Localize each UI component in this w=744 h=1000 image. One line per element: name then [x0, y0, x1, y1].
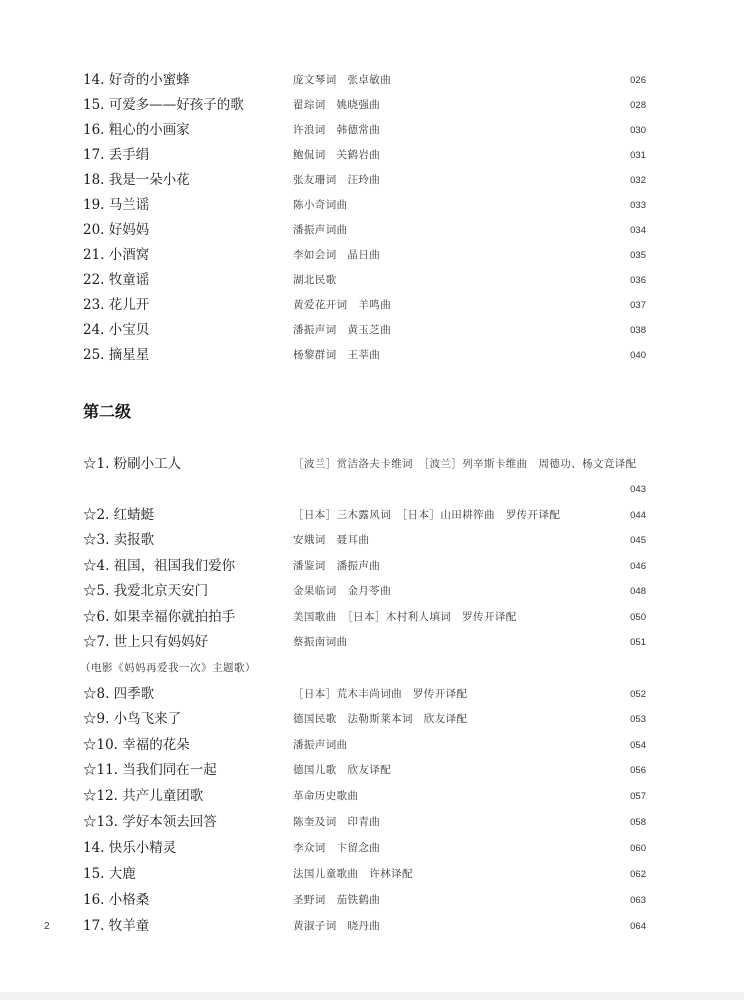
page-number: 056 — [630, 765, 646, 776]
song-title: 16. 粗心的小画家 — [83, 122, 190, 138]
song-credit: 金果临词 金月苓曲 — [293, 585, 392, 597]
song-title: 22. 牧童谣 — [83, 272, 150, 288]
page-number: 026 — [630, 75, 646, 86]
song-title: ☆10. 幸福的花朵 — [83, 737, 190, 753]
toc-entry[interactable] — [0, 607, 744, 627]
page-number: 063 — [630, 895, 646, 906]
song-title: 16. 小格桑 — [83, 892, 150, 908]
song-title: 15. 可爱多——好孩子的歌 — [83, 97, 244, 113]
toc-entry[interactable] — [0, 709, 744, 729]
song-title: ☆3. 卖报歌 — [83, 532, 155, 548]
toc-entry[interactable] — [0, 760, 744, 780]
toc-entry[interactable] — [0, 786, 744, 806]
page-number: 051 — [630, 637, 646, 648]
song-credit: 庞文琴词 张卓敏曲 — [293, 74, 392, 86]
song-title: 19. 马兰谣 — [83, 197, 150, 213]
page-number: 057 — [630, 791, 646, 802]
song-title: 15. 大鹿 — [83, 866, 136, 882]
page-bottom-edge — [0, 992, 744, 1000]
toc-entry[interactable] — [0, 120, 744, 140]
song-credit: 潘鉴词 潘振声曲 — [293, 560, 381, 572]
toc-entry[interactable] — [0, 735, 744, 755]
song-title: ☆5. 我爱北京天安门 — [83, 583, 209, 599]
page-number: 044 — [630, 510, 646, 521]
song-credit: 杨黎群词 王莘曲 — [293, 349, 381, 361]
toc-entry[interactable] — [0, 581, 744, 601]
page-number: 032 — [630, 175, 646, 186]
page-number: 028 — [630, 100, 646, 111]
song-title: ☆11. 当我们同在一起 — [83, 762, 217, 778]
song-credit: 许浪词 韩德常曲 — [293, 124, 381, 136]
page-number: 031 — [630, 150, 646, 161]
song-credit: ［日本］荒木丰尚词曲 罗传开译配 — [293, 688, 468, 700]
toc-entry[interactable] — [0, 270, 744, 290]
song-title: ☆13. 学好本领去回答 — [83, 814, 217, 830]
toc-entry[interactable] — [0, 95, 744, 115]
toc-entry[interactable] — [0, 145, 744, 165]
song-title: 25. 摘星星 — [83, 347, 150, 363]
song-credit: 潘振声词曲 — [293, 224, 348, 236]
toc-entry[interactable] — [0, 220, 744, 240]
section-heading: 第二级 — [83, 402, 132, 421]
toc-entry[interactable] — [0, 245, 744, 265]
page-number: 050 — [630, 612, 646, 623]
page-number: 034 — [630, 225, 646, 236]
song-credit: 黄爱花开词 羊鸣曲 — [293, 299, 392, 311]
page-number: 062 — [630, 869, 646, 880]
song-title: 20. 好妈妈 — [83, 222, 150, 238]
song-title: 17. 丢手绢 — [83, 147, 150, 163]
toc-entry[interactable] — [0, 295, 744, 315]
song-title: 14. 快乐小精灵 — [83, 840, 177, 856]
toc-entry[interactable] — [0, 170, 744, 190]
page-number: 064 — [630, 921, 646, 932]
song-credit: ［日本］三木露风词 ［日本］山田耕筰曲 罗传开译配 — [293, 509, 561, 521]
song-credit: 美国歌曲 ［日本］木村利人填词 罗传开译配 — [293, 611, 517, 623]
song-credit: 鲍侃词 关鹤岩曲 — [293, 149, 381, 161]
page-number: 037 — [630, 300, 646, 311]
song-credit: 翟琮词 姚晓强曲 — [293, 99, 381, 111]
song-credit: 革命历史歌曲 — [293, 790, 359, 802]
page-number: 043 — [630, 484, 646, 495]
toc-entry[interactable] — [0, 320, 744, 340]
song-credit: 安娥词 聂耳曲 — [293, 534, 370, 546]
song-credit: 圣野词 茄铁鹤曲 — [293, 894, 381, 906]
page-folio: 2 — [44, 921, 50, 932]
song-credit: 张友珊词 汪玲曲 — [293, 174, 381, 186]
song-credit: 法国儿童歌曲 许林译配 — [293, 868, 413, 880]
toc-entry[interactable] — [0, 70, 744, 90]
page-number: 040 — [630, 350, 646, 361]
song-title: ☆1. 粉刷小工人 — [83, 456, 182, 472]
page-number: 048 — [630, 586, 646, 597]
page-number: 053 — [630, 714, 646, 725]
song-title: ☆12. 共产儿童团歌 — [83, 788, 204, 804]
song-subtitle-note: （电影《妈妈再爱我一次》主题歌） — [80, 662, 256, 674]
toc-entry[interactable] — [0, 812, 744, 832]
toc-entry[interactable] — [0, 505, 744, 525]
page-number: 045 — [630, 535, 646, 546]
toc-entry[interactable] — [0, 195, 744, 215]
song-title: ☆2. 红蜻蜓 — [83, 507, 155, 523]
page-number: 038 — [630, 325, 646, 336]
page-number: 046 — [630, 561, 646, 572]
toc-entry[interactable] — [0, 530, 744, 550]
song-credit: 德国儿歌 欣友译配 — [293, 764, 392, 776]
song-title: ☆7. 世上只有妈妈好 — [83, 634, 209, 650]
song-title: 18. 我是一朵小花 — [83, 172, 190, 188]
page-number: 036 — [630, 275, 646, 286]
toc-entry[interactable] — [0, 890, 744, 910]
song-title: 17. 牧羊童 — [83, 918, 150, 934]
page-number: 030 — [630, 125, 646, 136]
song-credit: 蔡振南词曲 — [293, 636, 348, 648]
toc-entry[interactable] — [0, 684, 744, 704]
toc-entry[interactable] — [0, 556, 744, 576]
toc-entry[interactable] — [0, 345, 744, 365]
toc-entry[interactable] — [0, 864, 744, 884]
song-credit: 李众词 卞留念曲 — [293, 842, 381, 854]
song-credit: 潘振声词曲 — [293, 739, 348, 751]
song-title: 24. 小宝贝 — [83, 322, 150, 338]
toc-entry[interactable] — [0, 454, 744, 474]
page-number: 035 — [630, 250, 646, 261]
song-credit: 黄淑子词 晓丹曲 — [293, 920, 381, 932]
toc-entry[interactable] — [0, 916, 744, 936]
page-number: 052 — [630, 689, 646, 700]
page-number: 058 — [630, 817, 646, 828]
song-title: 23. 花儿开 — [83, 297, 150, 313]
song-credit: 潘振声词 黄玉芝曲 — [293, 324, 392, 336]
song-title: ☆8. 四季歌 — [83, 686, 155, 702]
song-credit: 陈奎及词 印青曲 — [293, 816, 381, 828]
song-credit: 德国民歌 法勒斯莱本词 欣友译配 — [293, 713, 468, 725]
song-title: 21. 小酒窝 — [83, 247, 150, 263]
song-title: ☆6. 如果幸福你就拍拍手 — [83, 609, 236, 625]
song-credit: 李如会词 晶日曲 — [293, 249, 381, 261]
song-title: ☆4. 祖国，祖国我们爱你 — [83, 558, 236, 574]
page-number: 054 — [630, 740, 646, 751]
song-credit: ［波兰］赏洁洛夫卡维词 ［波兰］列辛斯卡维曲 周德功、杨文竞译配 — [293, 458, 637, 470]
song-credit: 陈小奇词曲 — [293, 199, 348, 211]
page-number: 060 — [630, 843, 646, 854]
song-title: 14. 好奇的小蜜蜂 — [83, 72, 190, 88]
toc-entry[interactable] — [0, 838, 744, 858]
song-title: ☆9. 小鸟飞来了 — [83, 711, 182, 727]
page-number: 033 — [630, 200, 646, 211]
toc-entry[interactable] — [0, 632, 744, 652]
song-credit: 湖北民歌 — [293, 274, 337, 286]
